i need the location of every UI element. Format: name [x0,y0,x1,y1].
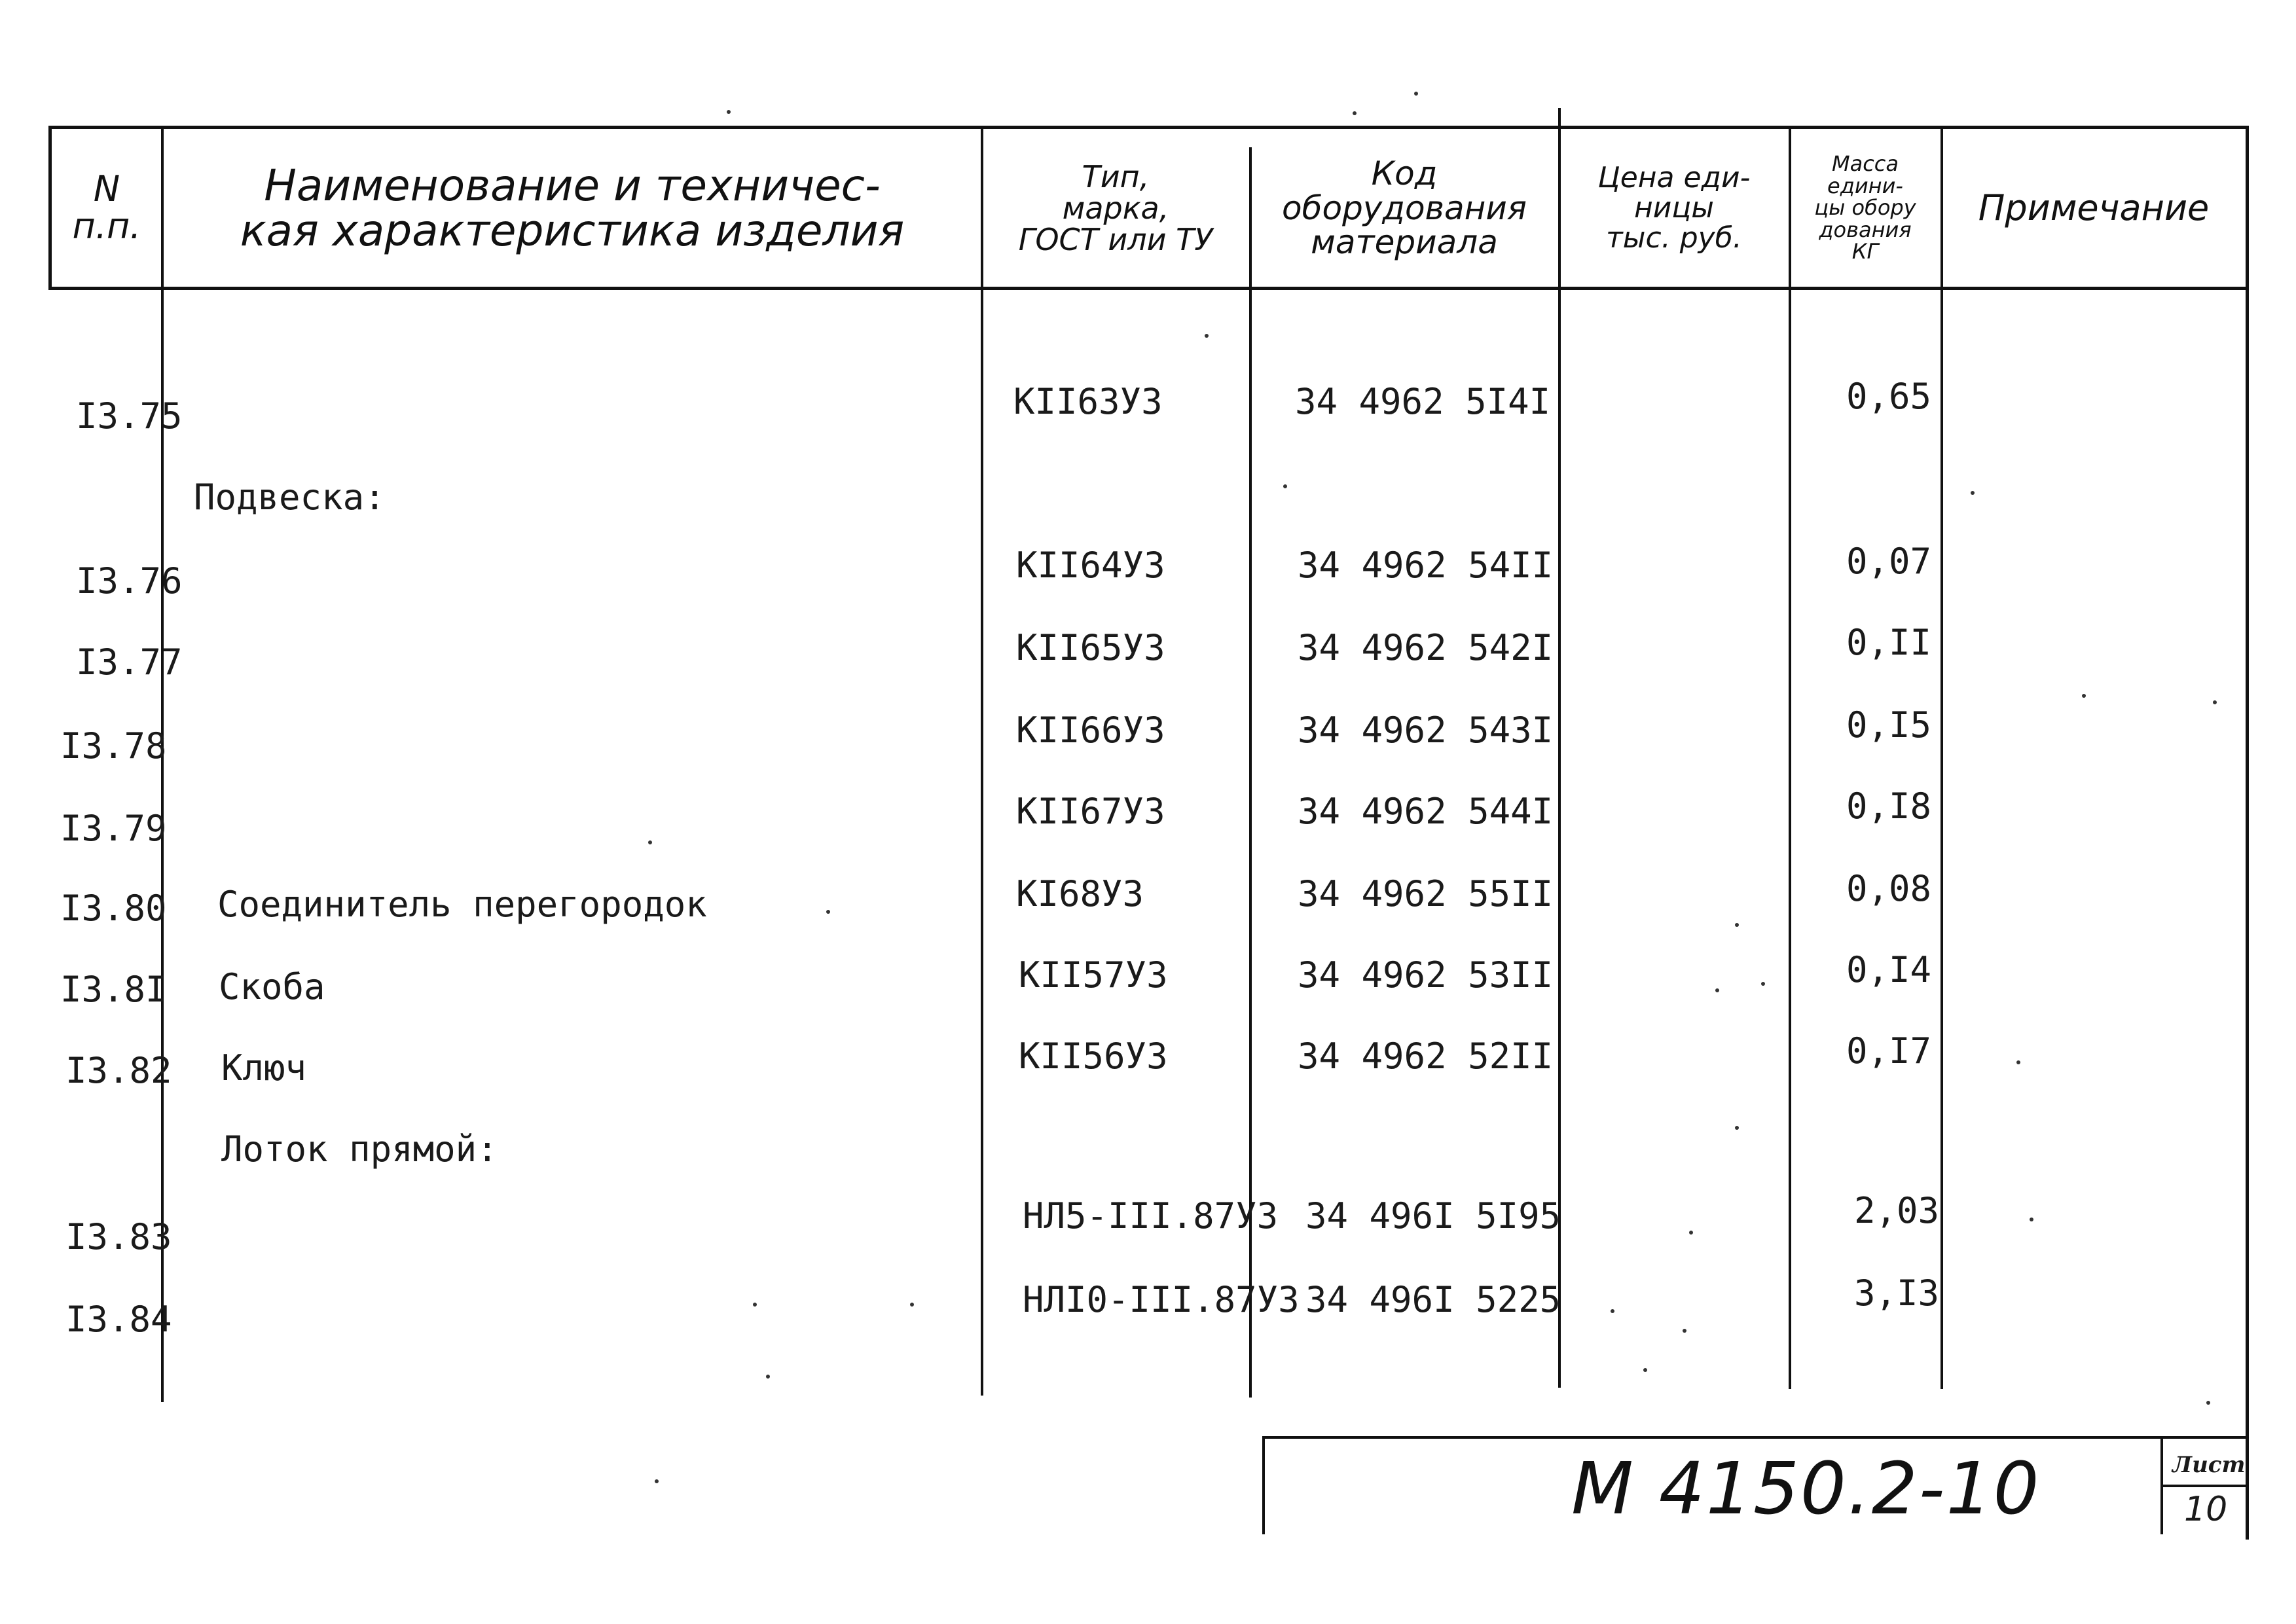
scan-speck [648,840,652,844]
table-right-border [2246,126,2249,1540]
row-section-title: Подвеска: [194,477,386,518]
scan-speck [2082,694,2086,698]
scan-speck [1205,334,1209,338]
row-mass: 0,I7 [1846,1030,1931,1072]
col-divider-2 [981,126,983,1396]
scan-speck [1761,982,1765,986]
row-code: 34 4962 544I [1298,791,1554,832]
row-mass: 0,07 [1846,541,1931,582]
scan-speck [1353,111,1357,115]
row-code: 34 4962 5I4I [1295,381,1551,422]
row-type: КII56У3 [1019,1036,1168,1077]
row-mass: 0,I5 [1846,704,1931,746]
row-section-title: Лоток прямой: [221,1128,498,1170]
row-type: КII65У3 [1016,627,1165,668]
scan-speck [2213,700,2217,704]
scan-speck [1611,1309,1614,1313]
stamp-top-border [1262,1436,2248,1439]
header-col-price: Цена еди- ницы тыс. руб. [1597,160,1751,255]
row-num: I3.79 [60,808,167,849]
header-col-name: Наименование и техничес- кая характеристика изделия [240,160,905,256]
row-mass: 2,03 [1853,1190,1939,1231]
stamp-left-border [1262,1436,1265,1534]
scan-speck [1971,491,1975,495]
header-col-note: Примечание [1978,187,2210,228]
header-col-type: Тип, марка, ГОСТ или ТУ [1018,158,1213,258]
row-code: 34 4962 543I [1298,710,1554,751]
row-type: КII63У3 [1013,381,1163,422]
row-num: I3.80 [60,888,167,929]
scan-speck [1735,1126,1739,1130]
row-code: 34 4962 55II [1298,873,1554,914]
row-name: Соединитель перегородок [217,884,707,925]
header-bottom-border [48,287,2248,290]
row-num: I3.78 [60,725,167,767]
col-divider-6 [1941,126,1943,1389]
row-type: КII64У3 [1016,545,1165,586]
row-type: КII57У3 [1019,954,1168,996]
scan-speck [1683,1329,1686,1333]
row-code: 34 496I 5I95 [1305,1195,1561,1236]
scan-speck [2206,1401,2210,1405]
header-col-mass: Масса едини- цы обору дования КГ [1814,151,1916,264]
col-divider-5 [1789,126,1791,1389]
row-code: 34 4962 52II [1298,1036,1554,1077]
row-num: I3.82 [65,1050,172,1091]
row-code: 34 4962 542I [1298,627,1554,668]
scan-speck [2016,1060,2020,1064]
row-code: 34 4962 53II [1298,954,1554,996]
table-left-border [48,126,52,289]
scan-speck [1283,484,1287,488]
row-mass: 3,I3 [1853,1272,1939,1314]
row-code: 34 4962 54II [1298,545,1554,586]
row-num: I3.77 [76,641,183,683]
row-code: 34 496I 5225 [1305,1279,1561,1320]
row-num: I3.76 [76,560,183,602]
sheet-label: Лист [2172,1452,2246,1478]
scan-speck [1689,1231,1693,1235]
header-col-code: Код оборудования материала [1282,154,1527,262]
scan-speck [655,1479,659,1483]
sheet-number: 10 [2184,1490,2228,1529]
row-mass: 0,I4 [1846,949,1931,990]
scan-speck [753,1303,757,1307]
row-type: КII67У3 [1016,791,1165,832]
row-num: I3.8I [60,969,167,1010]
scan-speck [1414,92,1418,96]
row-num: I3.83 [65,1216,172,1257]
document-code: М 4150.2-10 [1571,1447,2041,1530]
header-col-num: N п.п. [72,168,141,247]
scan-speck [826,910,830,914]
scan-speck [766,1375,770,1379]
row-mass: 0,II [1846,622,1931,663]
row-num: I3.75 [76,395,183,437]
row-name: Ключ [221,1047,307,1089]
row-mass: 0,08 [1846,868,1931,909]
scan-speck [1643,1368,1647,1372]
row-type: КII66У3 [1016,710,1165,751]
row-type: НЛ5-III.87У3 [1023,1195,1279,1236]
row-name: Скоба [219,966,325,1007]
row-num: I3.84 [65,1299,172,1340]
scan-speck [1735,923,1739,927]
row-mass: 0,I8 [1846,785,1931,827]
row-mass: 0,65 [1846,376,1931,417]
row-type: КI68У3 [1016,873,1144,914]
stamp-sheet-hline [2160,1485,2248,1487]
row-type: НЛI0-III.87У3 [1023,1279,1300,1320]
scan-speck [910,1303,914,1307]
scan-speck [1715,988,1719,992]
scan-speck [2030,1218,2033,1221]
scan-speck [727,110,731,114]
table-top-border [48,126,2248,129]
